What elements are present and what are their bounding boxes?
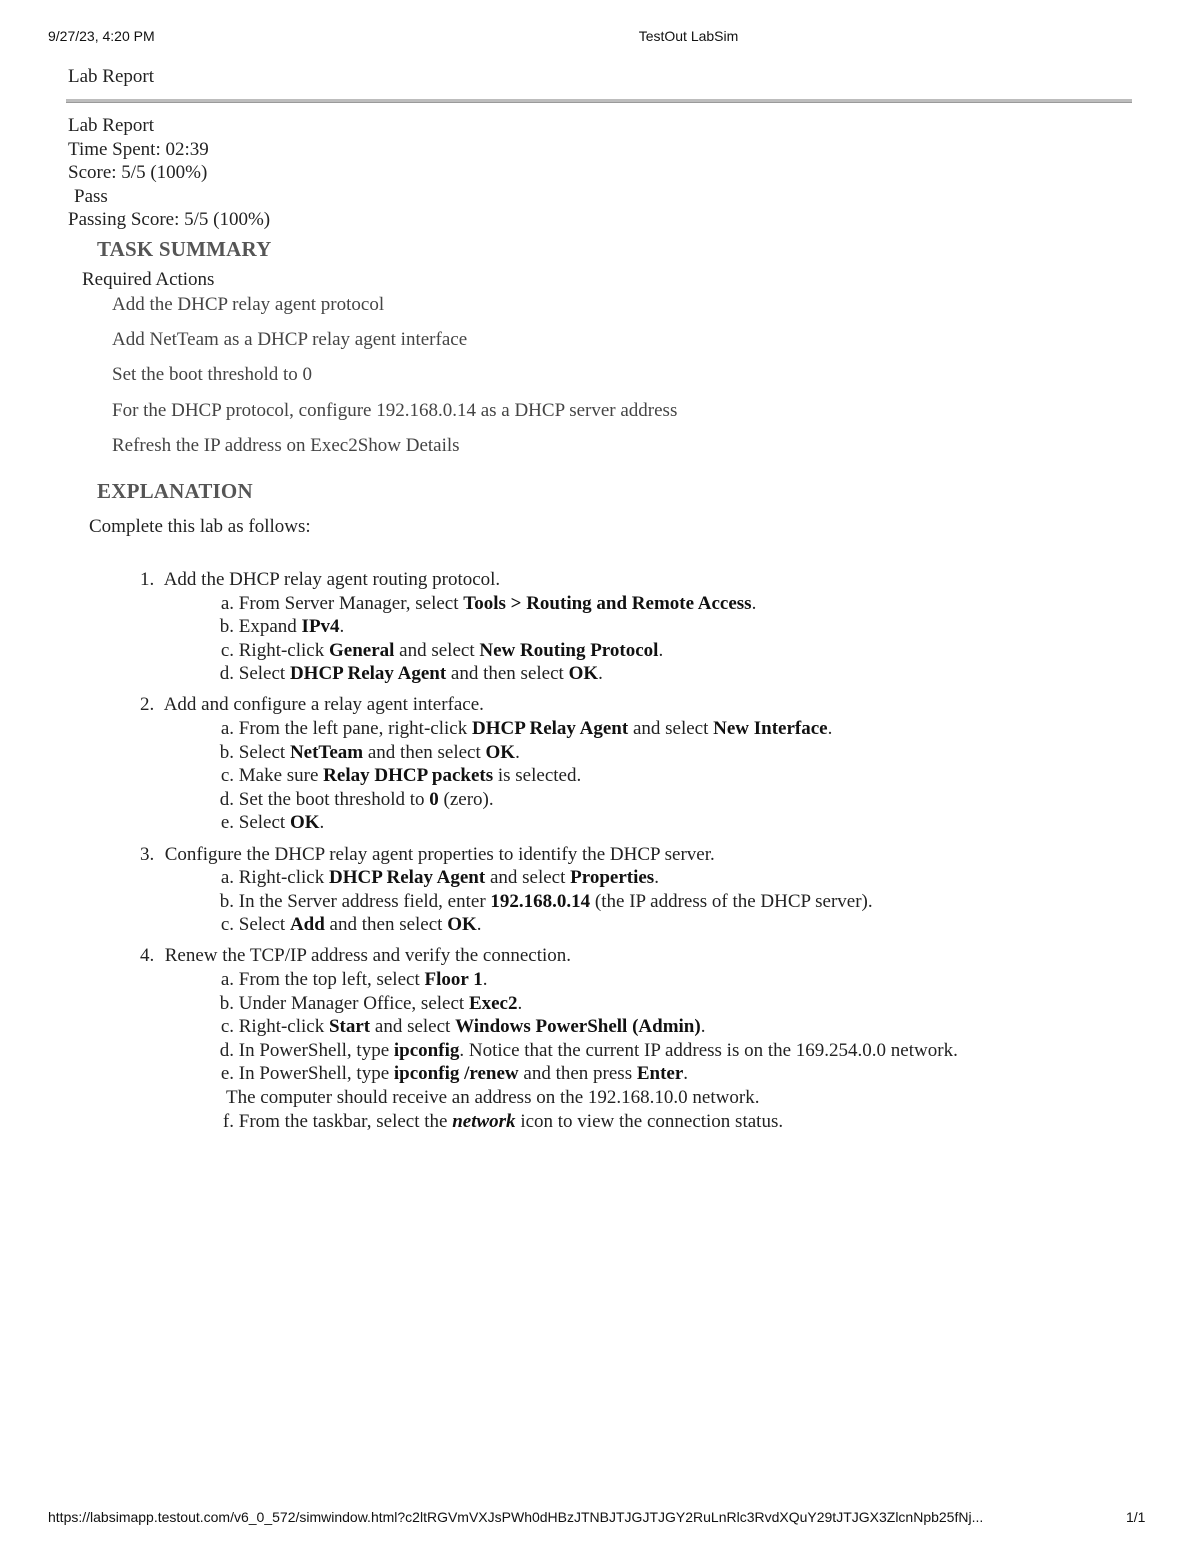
substep-text: In the Server address field, enter [238,890,491,912]
required-actions-title: Required Actions [82,269,215,290]
report-title: Lab Report [68,115,155,136]
substep-bold: Tools > Routing and Remote Access [463,592,752,614]
score: Score: 5/5 (100%) [68,162,208,184]
required-action-item: Set the boot threshold to 0 [112,364,313,386]
substep-text: . [751,592,757,614]
substep-text: . [598,663,603,685]
substep-item [213,992,1150,1016]
page-heading: Lab Report [68,66,155,87]
step-number: 2. [140,694,155,716]
substep-text: Right-click [238,639,329,661]
substep-list [140,717,1150,835]
substep-letter: d. [219,1039,234,1061]
page-number: 1/1 [1126,1509,1146,1525]
substep-text: . [827,718,833,740]
substep-text: . [482,969,488,990]
substep-text: In PowerShell, type [238,1039,394,1061]
substep-text: . [476,914,482,936]
step-text: Configure the DHCP relay agent properties to identify the DHCP server. [164,843,715,865]
substep-text: and select [394,639,480,661]
substep-text: Make sure [238,765,324,787]
substep-bold: DHCP Relay Agent [471,718,629,740]
substep-letter: c. [220,914,234,936]
substep-bold: ipconfig [393,1039,460,1061]
substep-text: and select [485,867,571,889]
substep-text: From the left pane, right-click [238,718,472,740]
substep-letter: a. [220,969,234,990]
substep-text: and select [370,1016,456,1038]
substep-bold: NetTeam [289,741,364,763]
substep-bold: New Routing Protocol [479,639,659,661]
required-action-text: Refresh the IP address on Exec2 [112,434,358,456]
print-url: https://labsimapp.testout.com/v6_0_572/simwindow.html?c2ltRGVmVXJsPWh0dHBzJTNBJTJGJTJGY2RuLnRlc3RvdXQuY29tJTJGX3ZlcnNpb25fNj... [48,1509,984,1525]
show-details-link[interactable]: Show Details [357,434,460,456]
required-action-item [112,434,677,469]
substep-bold: 192.168.0.14 [490,890,591,912]
substep-text: . [658,639,664,661]
substep-text: From the top left, select [238,969,425,990]
print-title: TestOut LabSim [638,28,739,44]
substep-text: Expand [238,616,302,638]
step-number: 3. [140,843,155,865]
substep-text: Select [238,663,290,685]
substep-text: Select [238,812,290,834]
substep-letter: e. [220,812,234,834]
explanation-steps [140,568,1150,1141]
substep-bold: OK [568,663,599,685]
substep-text: and then select [324,914,448,936]
substep-text: . [319,812,325,834]
substep-item [213,615,1150,639]
substep-item [213,1110,1150,1134]
substep-bold: OK [447,914,477,936]
substep-letter: e. [220,1063,234,1085]
substep-item [213,913,1150,937]
required-actions-list [112,293,677,469]
substep-item [213,811,1150,835]
substep-item [213,1062,1150,1109]
substep-text: Right-click [238,867,329,889]
substep-text: and then select [363,741,486,763]
substep-item [213,662,1150,686]
substep-item [213,788,1150,812]
substep-text: Select [238,914,290,936]
substep-bold: Exec2 [468,992,518,1014]
substep-letter: b. [219,890,234,912]
substep-text: Right-click [238,1016,329,1038]
step-item [140,944,1150,1133]
substep-text: (zero). [438,788,494,810]
step-number: 1. [140,569,155,590]
step-number: 4. [140,945,155,967]
substep-text: and then select [446,663,569,685]
substep-bold: Relay DHCP packets [323,765,494,787]
explanation-intro: Complete this lab as follows: [89,516,311,537]
substep-text: and then press [518,1063,637,1085]
time-spent: Time Spent: 02:39 [68,138,209,160]
substep-letter: b. [219,741,234,763]
substep-text: . [515,741,520,763]
substep-bold: ipconfig /renew [393,1063,519,1085]
substep-list [140,592,1150,686]
step-text: Add and configure a relay agent interface. [163,694,484,716]
substep-text: . Notice that the current IP address is on the 169.254.0.0 network. [459,1039,958,1061]
substep-list [140,866,1150,937]
print-date: 9/27/23, 4:20 PM [48,28,155,44]
substep-text: Set the boot threshold to [238,788,430,810]
substep-letter: c. [220,1016,234,1038]
substep-bold: IPv4 [301,616,340,638]
substep-bold: General [328,639,395,661]
substep-bold: New Interface [713,718,828,740]
substep-bold: Windows PowerShell (Admin) [455,1016,701,1038]
substep-item [213,741,1150,765]
required-action-item: Add the DHCP relay agent protocol [112,294,385,315]
substep-item [213,968,1150,992]
substep-text: . [654,867,659,889]
required-action-item: Add NetTeam as a DHCP relay agent interface [112,329,468,351]
substep-letter: b. [219,616,234,638]
substep-item [213,764,1150,788]
substep-text: In PowerShell, type [238,1063,394,1085]
report-summary [68,114,270,232]
step-item [140,843,1150,937]
substep-text: . [700,1016,706,1038]
substep-bold: OK [289,812,320,834]
print-header [0,28,1200,48]
task-summary-heading: TASK SUMMARY [97,237,272,261]
substep-bold: Floor 1 [424,969,483,990]
step-text: Renew the TCP/IP address and verify the connection. [164,945,572,967]
substep-text: is selected. [493,765,582,787]
explanation-heading: EXPLANATION [97,479,253,503]
step-item [140,693,1150,835]
substep-letter: a. [220,718,234,740]
substep-letter: c. [220,639,234,661]
substep-bold: 0 [429,788,439,810]
substep-letter: a. [220,592,234,614]
substep-bold: Enter [636,1063,684,1085]
substep-bold: Start [328,1016,371,1038]
substep-text: . [683,1063,689,1085]
substep-text: From the taskbar, select the [238,1110,453,1132]
substep-letter: d. [219,663,234,685]
substep-item [213,890,1150,914]
substep-bold: Add [289,914,325,936]
substep-text: . [517,992,523,1014]
substep-item [213,866,1150,890]
substep-item [213,592,1150,616]
substep-item [213,1039,1150,1063]
substep-text: and select [628,718,714,740]
substep-bold: DHCP Relay Agent [328,867,486,889]
substep-bold: DHCP Relay Agent [289,663,447,685]
substep-bold: Properties [570,867,655,889]
substep-bold-italic: network [452,1110,516,1132]
substep-list [140,968,1150,1133]
substep-text: Select [238,741,290,763]
result-status: Pass [74,185,108,207]
required-action-item: For the DHCP protocol, configure 192.168.0.14 as a DHCP server address [112,399,678,421]
passing-score: Passing Score: 5/5 (100%) [68,209,271,231]
step-text: Add the DHCP relay agent routing protocol. [163,569,501,590]
substep-letter: f. [222,1110,234,1132]
substep-text: Under Manager Office, select [238,992,469,1014]
substep-letter: d. [219,788,234,810]
substep-text: (the IP address of the DHCP server). [590,890,873,912]
substep-letter: c. [220,765,234,787]
substep-text: . [339,616,345,638]
substep-bold: OK [485,741,516,763]
substep-text: icon to view the connection status. [515,1110,784,1132]
substep-item [213,639,1150,663]
horizontal-rule [66,99,1132,103]
step-item [140,568,1150,686]
substep-item [213,717,1150,741]
substep-continuation: The computer should receive an address on the 192.168.10.0 network. [226,1086,760,1108]
substep-item [213,1015,1150,1039]
substep-letter: b. [219,992,234,1014]
substep-text: From Server Manager, select [238,592,464,614]
substep-letter: a. [220,867,234,889]
